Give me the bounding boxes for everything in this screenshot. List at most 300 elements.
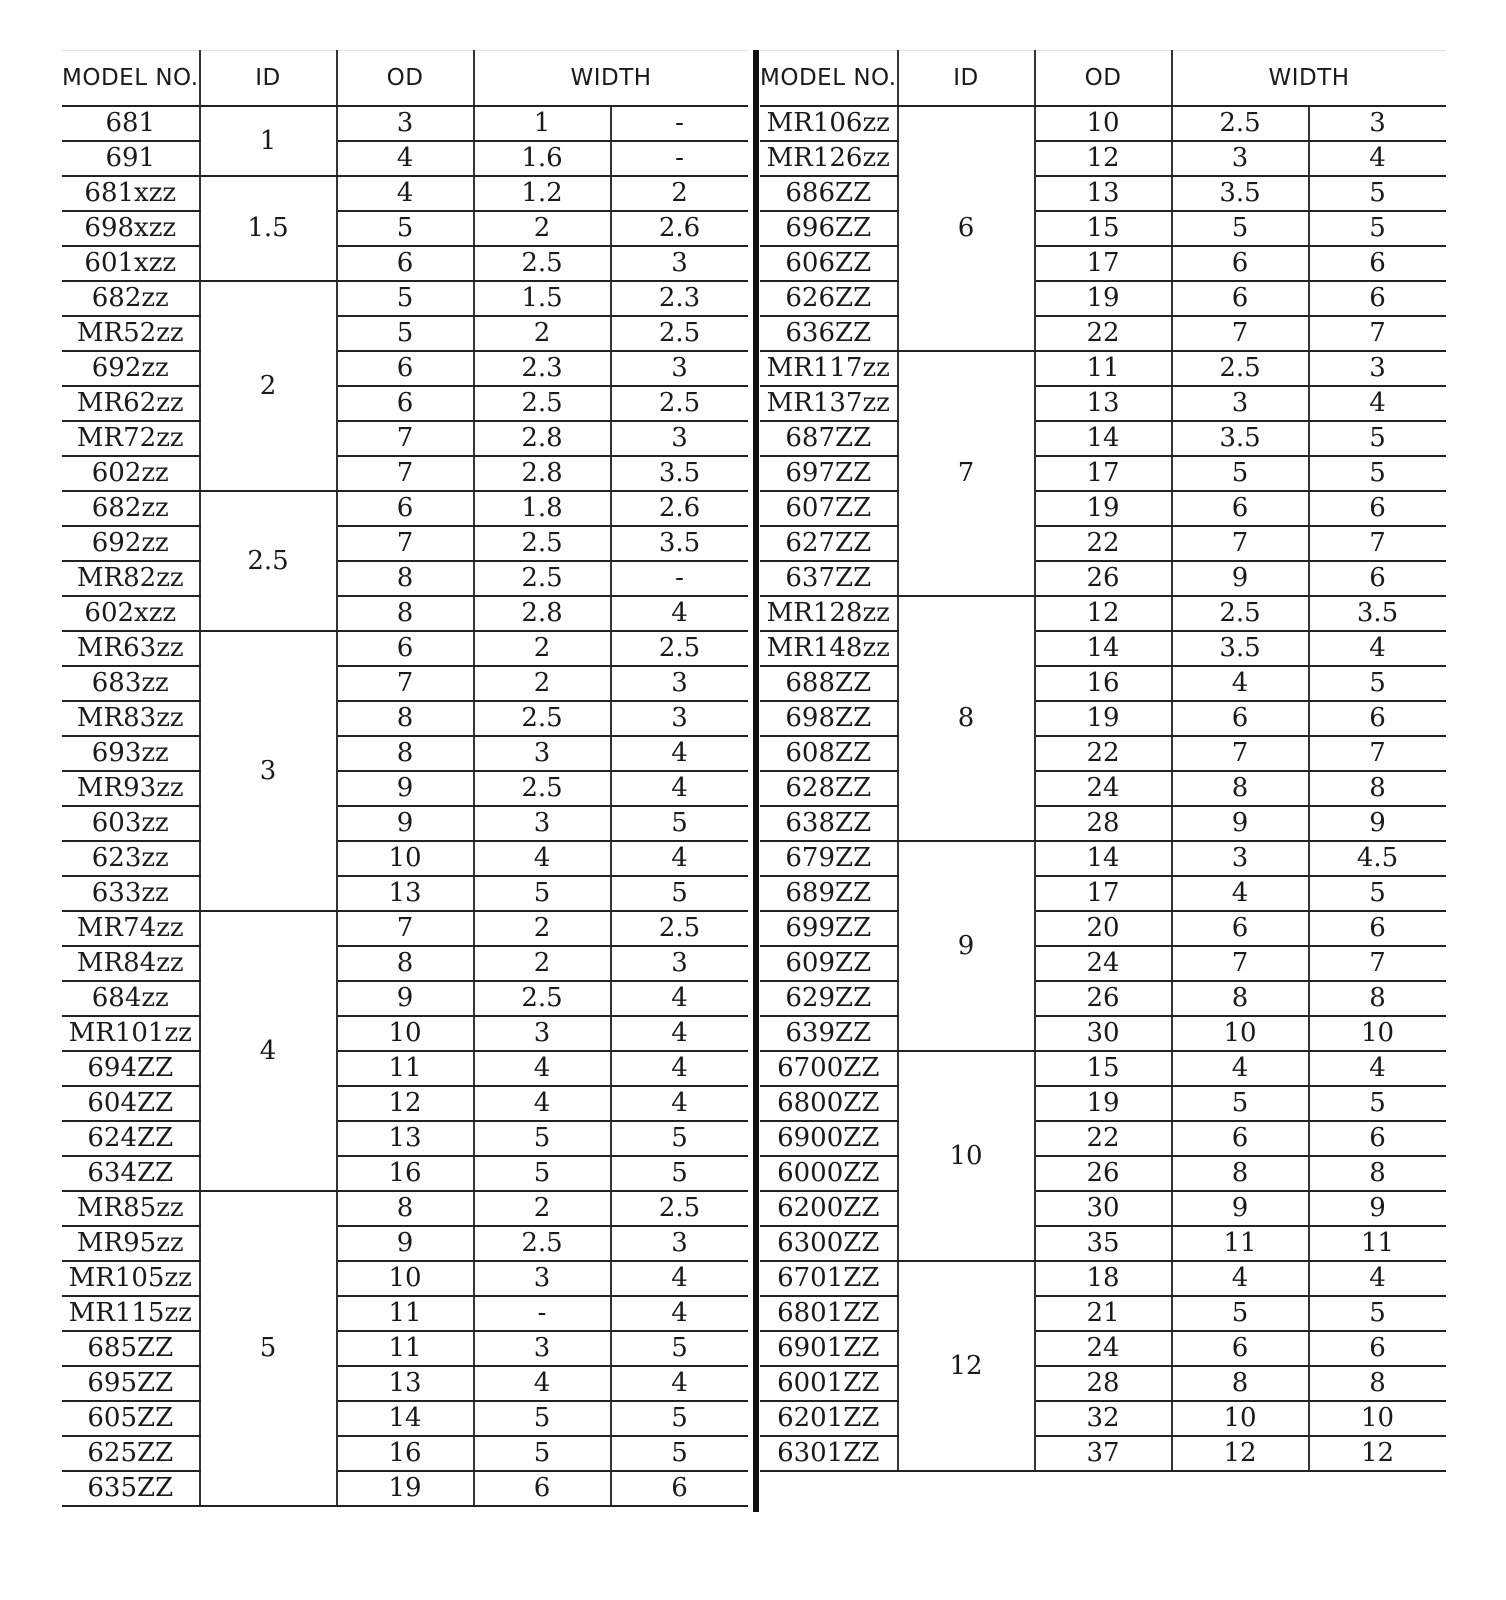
table-row xyxy=(760,1366,1446,1401)
table-row xyxy=(62,1121,748,1156)
width-cell: 4 xyxy=(474,1366,611,1401)
od-cell: 11 xyxy=(1035,351,1172,386)
width-cell: - xyxy=(611,106,748,141)
model-no-cell: MR62zz xyxy=(62,386,200,421)
od-cell: 11 xyxy=(337,1051,474,1086)
width-cell: 2.8 xyxy=(474,456,611,491)
model-no-cell: 608ZZ xyxy=(760,736,898,771)
width-cell: 10 xyxy=(1172,1016,1309,1051)
width-cell: 2.3 xyxy=(611,281,748,316)
table-row xyxy=(760,1436,1446,1471)
table-row xyxy=(760,316,1446,351)
width-cell: 1.2 xyxy=(474,176,611,211)
id-cell: 3 xyxy=(200,631,337,911)
table-row xyxy=(760,736,1446,771)
table-row xyxy=(760,596,1446,631)
width-cell: 7 xyxy=(1172,526,1309,561)
od-cell: 13 xyxy=(1035,176,1172,211)
width-cell: 4 xyxy=(611,1051,748,1086)
model-no-cell: 607ZZ xyxy=(760,491,898,526)
width-cell: 2.5 xyxy=(474,246,611,281)
width-cell: 1.6 xyxy=(474,141,611,176)
model-no-cell: 624ZZ xyxy=(62,1121,200,1156)
width-cell: 6 xyxy=(1309,281,1446,316)
width-cell: 3 xyxy=(1172,841,1309,876)
table-row xyxy=(62,1331,748,1366)
od-cell: 19 xyxy=(337,1471,474,1506)
id-cell: 4 xyxy=(200,911,337,1191)
od-cell: 17 xyxy=(1035,876,1172,911)
width-cell: 4 xyxy=(611,1261,748,1296)
width-cell: 5 xyxy=(611,1401,748,1436)
model-no-cell: MR63zz xyxy=(62,631,200,666)
width-cell: 7 xyxy=(1309,316,1446,351)
od-cell: 19 xyxy=(1035,701,1172,736)
width-cell: 2 xyxy=(611,176,748,211)
od-header: OD xyxy=(337,51,474,107)
od-cell: 24 xyxy=(1035,771,1172,806)
width-cell: 2.8 xyxy=(474,421,611,456)
width-cell: 6 xyxy=(1309,491,1446,526)
model-no-cell: 604ZZ xyxy=(62,1086,200,1121)
width-cell: 10 xyxy=(1309,1401,1446,1436)
width-cell: 2.6 xyxy=(611,491,748,526)
table-row xyxy=(62,806,748,841)
width-cell: 8 xyxy=(1309,981,1446,1016)
width-cell: 2.5 xyxy=(611,316,748,351)
width-cell: 5 xyxy=(1172,1086,1309,1121)
od-cell: 8 xyxy=(337,1191,474,1226)
model-no-cell: 605ZZ xyxy=(62,1401,200,1436)
od-cell: 6 xyxy=(337,246,474,281)
od-cell: 10 xyxy=(337,1016,474,1051)
width-cell: 5 xyxy=(611,1331,748,1366)
model-no-cell: 603zz xyxy=(62,806,200,841)
table-row xyxy=(760,281,1446,316)
width-cell: 2.5 xyxy=(1172,106,1309,141)
model-no-cell: 696ZZ xyxy=(760,211,898,246)
width-cell: 1.5 xyxy=(474,281,611,316)
width-cell: 6 xyxy=(1309,701,1446,736)
width-cell: 2.5 xyxy=(474,701,611,736)
table-row xyxy=(760,211,1446,246)
model-no-cell: 626ZZ xyxy=(760,281,898,316)
model-no-cell: 679ZZ xyxy=(760,841,898,876)
table-row xyxy=(760,1121,1446,1156)
width-cell: 2.5 xyxy=(474,771,611,806)
model-no-cell: 681xzz xyxy=(62,176,200,211)
od-cell: 8 xyxy=(337,701,474,736)
width-cell: 4 xyxy=(611,981,748,1016)
width-cell: 3 xyxy=(1309,351,1446,386)
model-no-cell: 689ZZ xyxy=(760,876,898,911)
table-row xyxy=(760,386,1446,421)
model-no-cell: 699ZZ xyxy=(760,911,898,946)
model-no-cell: 6701ZZ xyxy=(760,1261,898,1296)
width-cell: 4 xyxy=(611,596,748,631)
width-cell: 4 xyxy=(611,1086,748,1121)
table-row xyxy=(760,1191,1446,1226)
table-row xyxy=(760,1261,1446,1296)
width-cell: 3 xyxy=(611,421,748,456)
model-no-cell: 6800ZZ xyxy=(760,1086,898,1121)
model-no-cell: MR95zz xyxy=(62,1226,200,1261)
od-cell: 26 xyxy=(1035,561,1172,596)
model-no-cell: 633zz xyxy=(62,876,200,911)
model-no-cell: 6001ZZ xyxy=(760,1366,898,1401)
model-no-cell: 692zz xyxy=(62,351,200,386)
width-cell: 5 xyxy=(474,1436,611,1471)
table-row xyxy=(760,526,1446,561)
table-row xyxy=(62,456,748,491)
table-row xyxy=(62,1086,748,1121)
od-cell: 16 xyxy=(337,1436,474,1471)
width-cell: 5 xyxy=(1172,456,1309,491)
table-row xyxy=(760,876,1446,911)
table-row xyxy=(760,1051,1446,1086)
width-cell: 6 xyxy=(474,1471,611,1506)
od-cell: 22 xyxy=(1035,1121,1172,1156)
width-cell: 6 xyxy=(1309,911,1446,946)
model-no-cell: 687ZZ xyxy=(760,421,898,456)
od-cell: 14 xyxy=(337,1401,474,1436)
id-cell: 8 xyxy=(898,596,1035,841)
width-cell: 2.5 xyxy=(474,526,611,561)
model-no-cell: 639ZZ xyxy=(760,1016,898,1051)
width-cell: 4 xyxy=(1172,666,1309,701)
table-row xyxy=(62,1436,748,1471)
width-cell: 8 xyxy=(1172,981,1309,1016)
width-cell: 3.5 xyxy=(611,456,748,491)
table-row xyxy=(62,211,748,246)
width-cell: 5 xyxy=(1309,421,1446,456)
table-row xyxy=(62,946,748,981)
od-cell: 22 xyxy=(1035,526,1172,561)
width-cell: 5 xyxy=(611,876,748,911)
model-no-cell: 602zz xyxy=(62,456,200,491)
model-no-cell: 6200ZZ xyxy=(760,1191,898,1226)
width-cell: 6 xyxy=(1172,701,1309,736)
width-cell: 6 xyxy=(1309,561,1446,596)
table-row xyxy=(760,911,1446,946)
od-cell: 30 xyxy=(1035,1016,1172,1051)
width-cell: 8 xyxy=(1309,771,1446,806)
width-cell: 3 xyxy=(1309,106,1446,141)
width-cell: 5 xyxy=(611,1121,748,1156)
od-cell: 12 xyxy=(337,1086,474,1121)
od-cell: 8 xyxy=(337,736,474,771)
table-row xyxy=(62,246,748,281)
model-no-cell: 6201ZZ xyxy=(760,1401,898,1436)
width-cell: 3.5 xyxy=(1172,631,1309,666)
od-cell: 35 xyxy=(1035,1226,1172,1261)
width-cell: - xyxy=(611,141,748,176)
width-cell: 5 xyxy=(1172,1296,1309,1331)
width-cell: 7 xyxy=(1172,946,1309,981)
od-cell: 6 xyxy=(337,351,474,386)
table-row xyxy=(760,1296,1446,1331)
model-no-cell: 695ZZ xyxy=(62,1366,200,1401)
model-no-header: MODEL NO. xyxy=(62,51,200,107)
width-cell: 3 xyxy=(474,1331,611,1366)
width-cell: 2.5 xyxy=(1172,596,1309,631)
width-cell: - xyxy=(474,1296,611,1331)
width-cell: 2.5 xyxy=(474,981,611,1016)
table-row xyxy=(62,631,748,666)
model-no-cell: MR126zz xyxy=(760,141,898,176)
od-cell: 7 xyxy=(337,911,474,946)
table-row xyxy=(62,666,748,701)
od-cell: 11 xyxy=(337,1331,474,1366)
width-cell: 12 xyxy=(1172,1436,1309,1471)
width-cell: 11 xyxy=(1309,1226,1446,1261)
od-cell: 21 xyxy=(1035,1296,1172,1331)
id-cell: 6 xyxy=(898,106,1035,351)
width-cell: 4 xyxy=(611,1296,748,1331)
width-cell: 4 xyxy=(611,1366,748,1401)
model-no-cell: MR82zz xyxy=(62,561,200,596)
width-cell: 1 xyxy=(474,106,611,141)
width-cell: 5 xyxy=(1172,211,1309,246)
od-cell: 9 xyxy=(337,771,474,806)
model-no-cell: 606ZZ xyxy=(760,246,898,281)
header-row xyxy=(760,51,1446,107)
width-cell: 5 xyxy=(611,1436,748,1471)
model-no-cell: 634ZZ xyxy=(62,1156,200,1191)
width-cell: 5 xyxy=(1309,456,1446,491)
model-no-cell: 6700ZZ xyxy=(760,1051,898,1086)
model-no-cell: 635ZZ xyxy=(62,1471,200,1506)
model-no-cell: 628ZZ xyxy=(760,771,898,806)
od-cell: 30 xyxy=(1035,1191,1172,1226)
width-cell: 6 xyxy=(1172,281,1309,316)
table-row xyxy=(760,946,1446,981)
table-row xyxy=(62,386,748,421)
od-cell: 12 xyxy=(1035,596,1172,631)
od-cell: 24 xyxy=(1035,1331,1172,1366)
width-cell: 6 xyxy=(611,1471,748,1506)
table-row xyxy=(760,806,1446,841)
width-header: WIDTH xyxy=(474,51,748,107)
width-cell: 8 xyxy=(1172,771,1309,806)
width-cell: 3.5 xyxy=(1309,596,1446,631)
table-row xyxy=(760,1016,1446,1051)
table-row xyxy=(62,1051,748,1086)
width-cell: 2 xyxy=(474,666,611,701)
od-cell: 10 xyxy=(1035,106,1172,141)
width-cell: 5 xyxy=(474,876,611,911)
od-cell: 13 xyxy=(1035,386,1172,421)
od-cell: 20 xyxy=(1035,911,1172,946)
model-no-cell: MR128zz xyxy=(760,596,898,631)
width-cell: 3 xyxy=(474,1016,611,1051)
od-cell: 15 xyxy=(1035,1051,1172,1086)
od-cell: 17 xyxy=(1035,246,1172,281)
width-cell: 2.5 xyxy=(611,1191,748,1226)
table-row xyxy=(62,1471,748,1506)
od-cell: 3 xyxy=(337,106,474,141)
od-cell: 4 xyxy=(337,141,474,176)
od-cell: 6 xyxy=(337,631,474,666)
table-row xyxy=(62,1366,748,1401)
table-row xyxy=(62,141,748,176)
width-cell: 3 xyxy=(1172,386,1309,421)
id-cell: 2.5 xyxy=(200,491,337,631)
od-cell: 6 xyxy=(337,386,474,421)
width-cell: 6 xyxy=(1309,246,1446,281)
model-no-header: MODEL NO. xyxy=(760,51,898,107)
width-cell: 5 xyxy=(1309,876,1446,911)
width-cell: 12 xyxy=(1309,1436,1446,1471)
width-cell: 3 xyxy=(611,246,748,281)
od-cell: 19 xyxy=(1035,491,1172,526)
table-row xyxy=(62,911,748,946)
width-cell: 3.5 xyxy=(611,526,748,561)
model-no-cell: 693zz xyxy=(62,736,200,771)
width-cell: 3 xyxy=(611,351,748,386)
od-cell: 28 xyxy=(1035,1366,1172,1401)
od-cell: 5 xyxy=(337,211,474,246)
width-cell: 2.5 xyxy=(474,386,611,421)
od-cell: 9 xyxy=(337,1226,474,1261)
od-cell: 37 xyxy=(1035,1436,1172,1471)
od-cell: 19 xyxy=(1035,281,1172,316)
width-cell: 10 xyxy=(1172,1401,1309,1436)
width-cell: 2.6 xyxy=(611,211,748,246)
model-no-cell: MR148zz xyxy=(760,631,898,666)
width-cell: 4 xyxy=(611,841,748,876)
width-cell: 4 xyxy=(611,771,748,806)
model-no-cell: MR105zz xyxy=(62,1261,200,1296)
width-cell: 2 xyxy=(474,631,611,666)
model-no-cell: 623zz xyxy=(62,841,200,876)
width-cell: 2.3 xyxy=(474,351,611,386)
od-cell: 7 xyxy=(337,421,474,456)
table-row xyxy=(760,176,1446,211)
width-cell: 9 xyxy=(1172,1191,1309,1226)
model-no-cell: 684zz xyxy=(62,981,200,1016)
width-cell: 5 xyxy=(474,1121,611,1156)
width-cell: 5 xyxy=(474,1401,611,1436)
table-row xyxy=(760,491,1446,526)
width-cell: 5 xyxy=(1309,1296,1446,1331)
model-no-cell: 688ZZ xyxy=(760,666,898,701)
table-row xyxy=(760,351,1446,386)
od-cell: 7 xyxy=(337,666,474,701)
table-row xyxy=(760,1156,1446,1191)
model-no-cell: 6901ZZ xyxy=(760,1331,898,1366)
width-cell: 6 xyxy=(1172,246,1309,281)
model-no-cell: 602xzz xyxy=(62,596,200,631)
od-cell: 14 xyxy=(1035,421,1172,456)
model-no-cell: 694ZZ xyxy=(62,1051,200,1086)
model-no-cell: MR72zz xyxy=(62,421,200,456)
od-cell: 10 xyxy=(337,841,474,876)
width-cell: 7 xyxy=(1172,316,1309,351)
model-no-cell: MR74zz xyxy=(62,911,200,946)
width-cell: 4 xyxy=(1309,631,1446,666)
od-cell: 18 xyxy=(1035,1261,1172,1296)
width-cell: 2.5 xyxy=(474,561,611,596)
table-row xyxy=(62,841,748,876)
width-cell: 4.5 xyxy=(1309,841,1446,876)
od-cell: 9 xyxy=(337,806,474,841)
width-cell: 4 xyxy=(1309,1261,1446,1296)
od-cell: 22 xyxy=(1035,736,1172,771)
width-cell: 6 xyxy=(1309,1331,1446,1366)
width-cell: 5 xyxy=(1309,1086,1446,1121)
width-cell: 6 xyxy=(1172,491,1309,526)
model-no-cell: 638ZZ xyxy=(760,806,898,841)
od-cell: 11 xyxy=(337,1296,474,1331)
table-row xyxy=(62,526,748,561)
od-cell: 8 xyxy=(337,561,474,596)
width-cell: 2 xyxy=(474,946,611,981)
id-cell: 1.5 xyxy=(200,176,337,281)
model-no-cell: MR52zz xyxy=(62,316,200,351)
model-no-cell: 6801ZZ xyxy=(760,1296,898,1331)
table-row xyxy=(760,981,1446,1016)
model-no-cell: 698ZZ xyxy=(760,701,898,736)
od-cell: 28 xyxy=(1035,806,1172,841)
table-row xyxy=(62,736,748,771)
od-cell: 26 xyxy=(1035,1156,1172,1191)
width-cell: 5 xyxy=(474,1156,611,1191)
width-cell: 3 xyxy=(1172,141,1309,176)
id-cell: 9 xyxy=(898,841,1035,1051)
od-cell: 4 xyxy=(337,176,474,211)
od-cell: 14 xyxy=(1035,841,1172,876)
table-row xyxy=(760,701,1446,736)
model-no-cell: MR115zz xyxy=(62,1296,200,1331)
width-cell: 4 xyxy=(1172,1261,1309,1296)
table-row xyxy=(760,1226,1446,1261)
model-no-cell: 682zz xyxy=(62,491,200,526)
header-row xyxy=(62,51,748,107)
od-cell: 5 xyxy=(337,281,474,316)
id-cell: 5 xyxy=(200,1191,337,1506)
bearing-table-left xyxy=(62,50,748,1507)
width-cell: 8 xyxy=(1309,1366,1446,1401)
table-row xyxy=(760,631,1446,666)
model-no-cell: 6000ZZ xyxy=(760,1156,898,1191)
width-cell: 4 xyxy=(611,1016,748,1051)
od-cell: 19 xyxy=(1035,1086,1172,1121)
width-cell: 1.8 xyxy=(474,491,611,526)
width-cell: 2 xyxy=(474,211,611,246)
model-no-cell: 627ZZ xyxy=(760,526,898,561)
table-row xyxy=(62,421,748,456)
width-cell: 9 xyxy=(1309,1191,1446,1226)
width-cell: 2.8 xyxy=(474,596,611,631)
width-cell: 2.5 xyxy=(1172,351,1309,386)
model-no-cell: MR83zz xyxy=(62,701,200,736)
id-header: ID xyxy=(200,51,337,107)
model-no-cell: 6301ZZ xyxy=(760,1436,898,1471)
width-cell: 4 xyxy=(1309,141,1446,176)
od-cell: 14 xyxy=(1035,631,1172,666)
id-cell: 1 xyxy=(200,106,337,176)
table-row xyxy=(760,1401,1446,1436)
model-no-cell: 682zz xyxy=(62,281,200,316)
width-cell: 5 xyxy=(611,1156,748,1191)
width-header: WIDTH xyxy=(1172,51,1446,107)
model-no-cell: 609ZZ xyxy=(760,946,898,981)
id-cell: 2 xyxy=(200,281,337,491)
od-cell: 32 xyxy=(1035,1401,1172,1436)
width-cell: 3 xyxy=(474,1261,611,1296)
width-cell: 2.5 xyxy=(474,1226,611,1261)
